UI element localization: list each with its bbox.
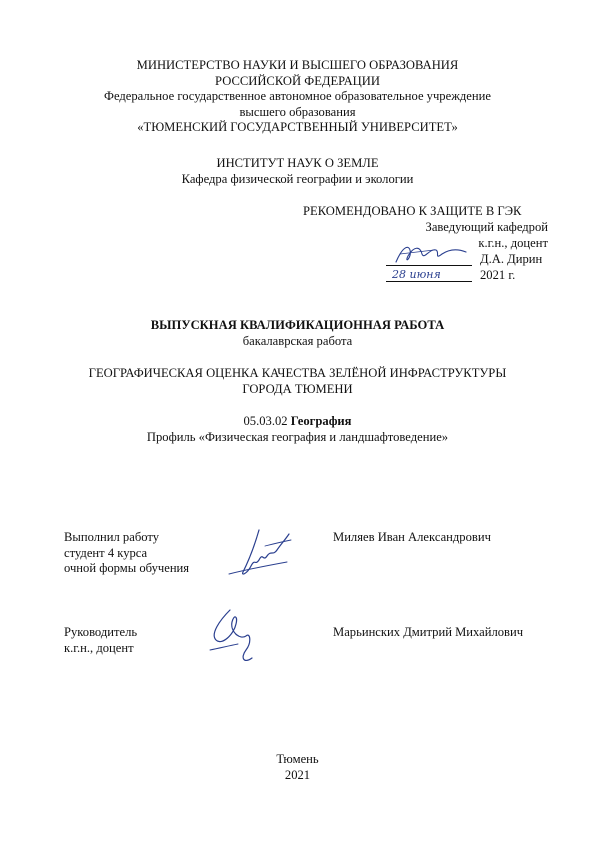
specialty-code — [0, 414, 595, 430]
supervisor-signature — [200, 604, 270, 668]
work-title-line1: ГЕОГРАФИЧЕСКАЯ ОЦЕНКА КАЧЕСТВА ЗЕЛЁНОЙ ИНФРАСТРУКТУРЫ — [88, 366, 507, 380]
supervisor-role — [64, 625, 137, 656]
ministry-name: МИНИСТЕРСТВО НАУКИ И ВЫСШЕГО ОБРАЗОВАНИЯ — [136, 58, 459, 72]
header-block — [0, 58, 595, 136]
approval-degree: к.г.н., доцент — [478, 236, 548, 250]
supervisor-role-line1: Руководитель — [64, 625, 138, 639]
approval-position: Заведующий кафедрой — [425, 220, 548, 234]
head-signature — [390, 240, 470, 268]
institute-name: ИНСТИТУТ НАУК О ЗЕМЛЕ — [216, 156, 379, 170]
approval-year: 2021 г. — [480, 268, 516, 282]
footer-year: 2021 — [284, 767, 311, 782]
student-role-line3: очной формы обучения — [64, 561, 190, 576]
work-type: ВЫПУСКНАЯ КВАЛИФИКАЦИОННАЯ РАБОТА — [150, 318, 445, 332]
footer-city: Тюмень — [276, 752, 319, 766]
student-signature — [225, 522, 305, 582]
svg-text:28 июня: 28 июня — [392, 268, 441, 281]
specialty-name: География — [290, 414, 352, 428]
university-name: «ТЮМЕНСКИЙ ГОСУДАРСТВЕННЫЙ УНИВЕРСИТЕТ» — [137, 120, 458, 135]
work-subtype: бакалаврская работа — [242, 333, 353, 348]
specialty-profile: Профиль «Физическая география и ландшафтоведение» — [146, 429, 449, 444]
supervisor-role-line2: к.г.н., доцент — [64, 640, 134, 655]
work-title-line2: ГОРОДА ТЮМЕНИ — [242, 381, 353, 396]
footer-block — [0, 752, 595, 783]
institute-block — [0, 156, 595, 187]
specialty-block — [0, 414, 595, 445]
student-name: Миляев Иван Александрович — [333, 530, 491, 544]
student-role-line2: студент 4 курса — [64, 545, 148, 560]
handwritten-date — [390, 266, 470, 282]
supervisor-name: Марьинских Дмитрий Михайлович — [333, 625, 524, 639]
approval-head-name: Д.А. Дирин — [480, 252, 543, 266]
work-block — [0, 318, 595, 349]
specialty-number: 05.03.02 — [243, 414, 288, 428]
institution-type: Федеральное государственное автономное образовательное учреждение — [104, 89, 491, 104]
department-name: Кафедра физической географии и экологии — [181, 171, 414, 186]
student-role — [64, 530, 189, 577]
education-level: высшего образования — [239, 104, 356, 119]
student-role-line1: Выполнил работу — [64, 530, 159, 544]
federation-name: РОССИЙСКОЙ ФЕДЕРАЦИИ — [215, 73, 380, 88]
work-title-block — [0, 366, 595, 397]
approval-title: РЕКОМЕНДОВАНО К ЗАЩИТЕ В ГЭК — [303, 204, 522, 218]
